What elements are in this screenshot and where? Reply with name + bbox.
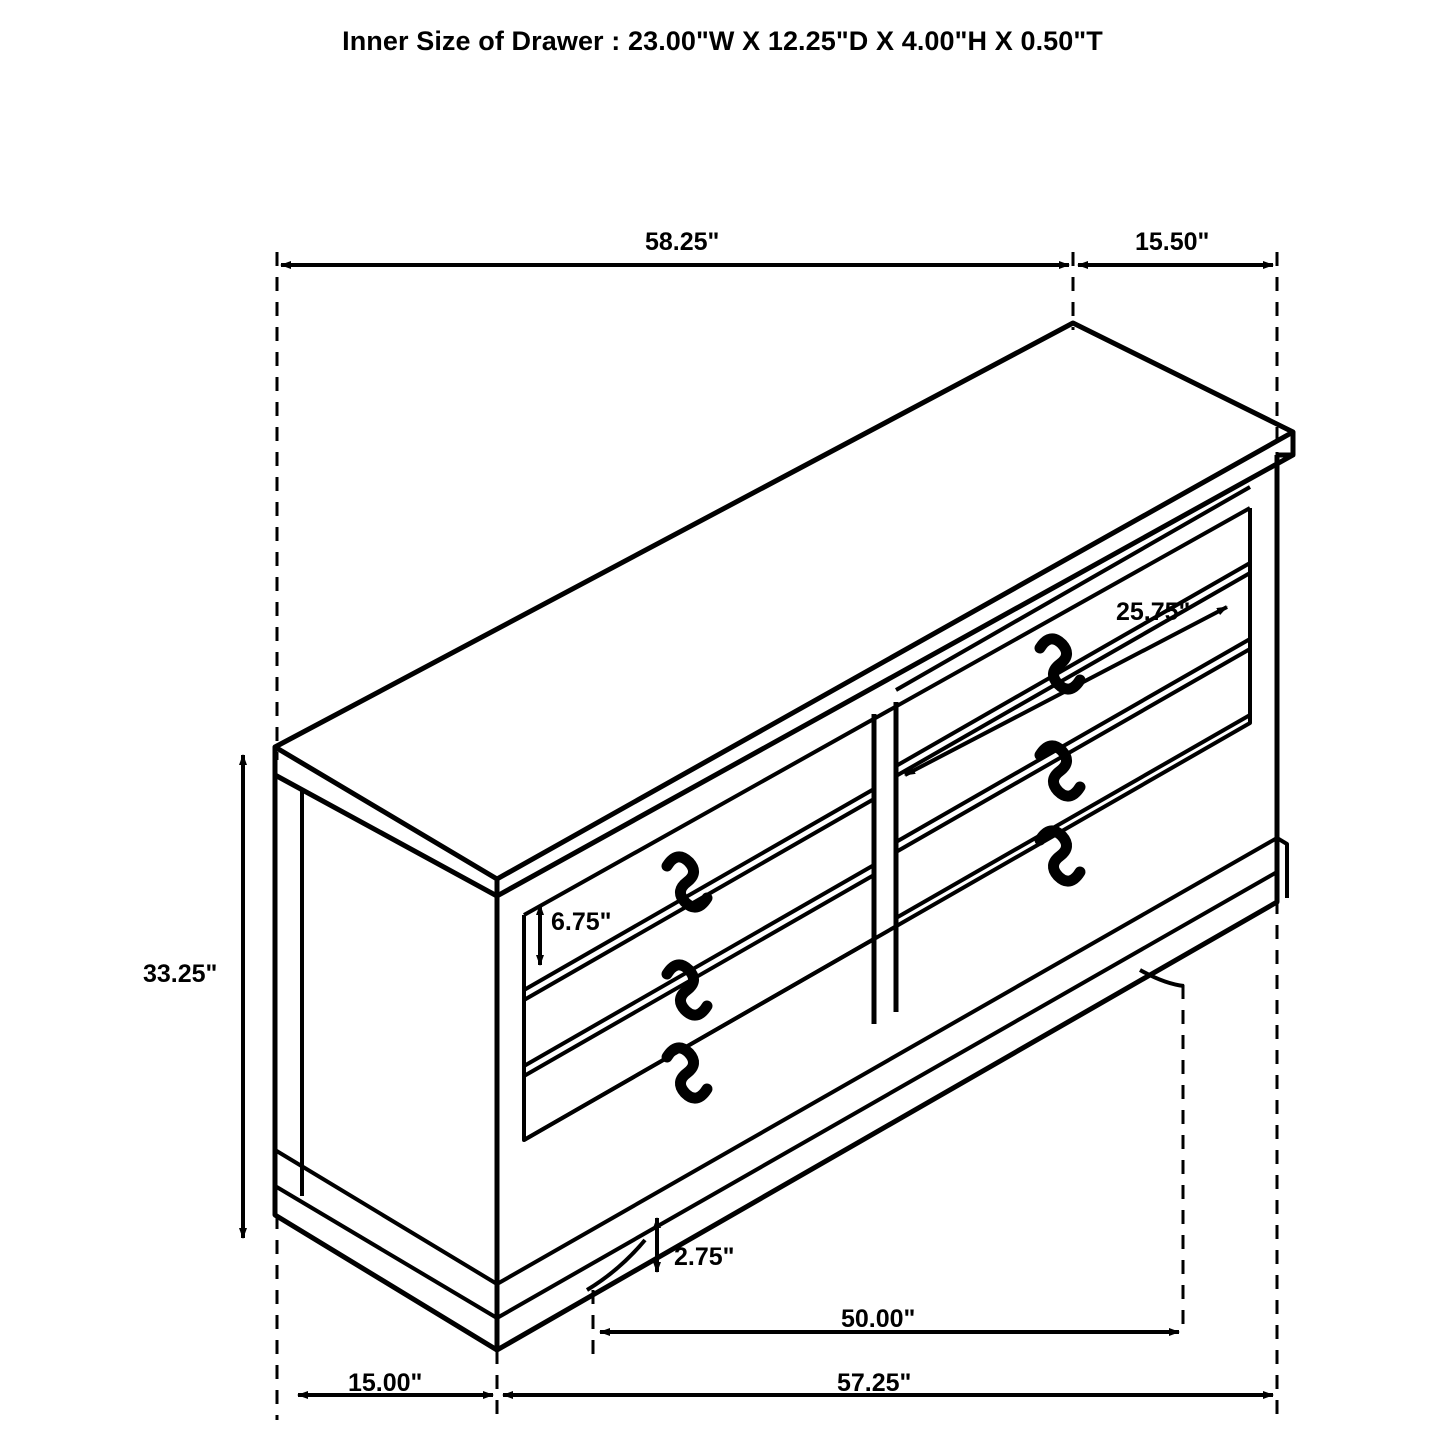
dim-label-overall-height: 33.25" (143, 960, 218, 988)
dim-label-inner-width: 50.00" (841, 1305, 916, 1333)
dim-label-top-right-width: 15.50" (1135, 228, 1210, 256)
dim-label-drawer-height: 6.75" (551, 908, 612, 936)
dresser-body (275, 323, 1293, 1350)
dim-label-bottom-width: 57.25" (837, 1369, 912, 1397)
dim-label-depth: 25.75" (1116, 598, 1191, 626)
dim-label-bottom-left-width: 15.00" (348, 1369, 423, 1397)
dim-label-top-left-width: 58.25" (645, 228, 720, 256)
page-title: Inner Size of Drawer : 23.00"W X 12.25"D X 4.00"H X 0.50"T (342, 26, 1103, 56)
dim-label-base-height: 2.75" (674, 1243, 735, 1271)
